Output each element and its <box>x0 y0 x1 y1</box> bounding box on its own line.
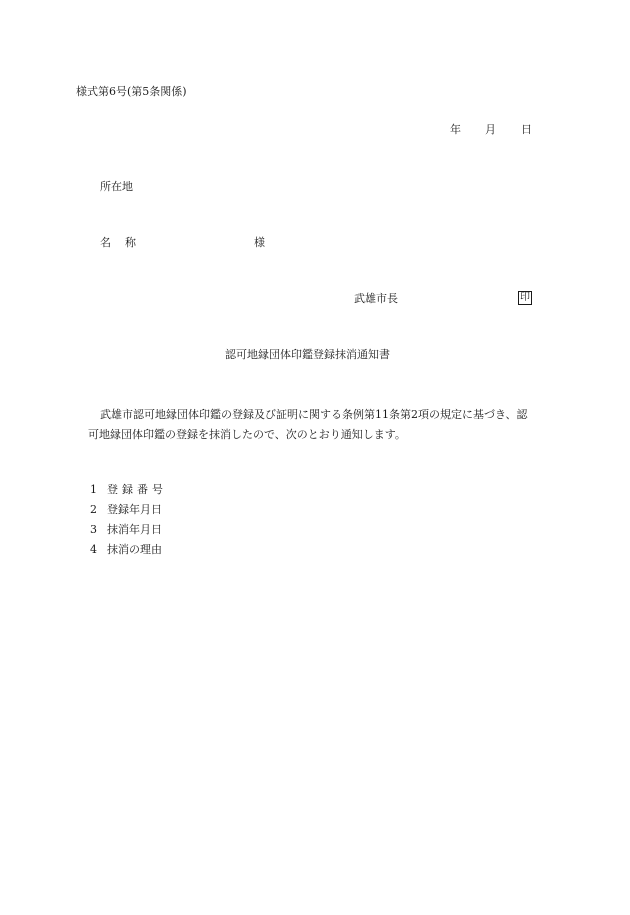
body-line-1: 武雄市認可地縁団体印鑑の登録及び証明に関する条例第11条第2項の規定に基づき、認 <box>100 408 528 421</box>
document-title: 認可地縁団体印鑑登録抹消通知書 <box>225 348 390 361</box>
name-honorific: 様 <box>254 236 265 249</box>
body-paragraph <box>88 405 538 445</box>
address-label: 所在地 <box>100 180 133 193</box>
item-number: 1 <box>90 483 97 496</box>
item-number: 2 <box>90 503 97 516</box>
item-number: 3 <box>90 523 97 536</box>
item-label: 抹消の理由 <box>107 543 162 556</box>
item-label: 抹消年月日 <box>107 523 162 536</box>
list-item <box>90 540 167 560</box>
date-day-label: 日 <box>521 123 532 136</box>
list-item <box>90 520 167 540</box>
item-label: 登録年月日 <box>107 503 162 516</box>
body-line-2: 可地縁団体印鑑の登録を抹消したので、次のとおり通知します。 <box>88 428 406 441</box>
list-item <box>90 480 167 500</box>
issuer-title: 武雄市長 <box>354 292 398 305</box>
date-month-label: 月 <box>485 123 496 136</box>
item-list <box>90 480 167 560</box>
date-year-label: 年 <box>450 123 461 136</box>
name-label <box>100 236 136 250</box>
name-label-char-1: 名 <box>100 236 111 249</box>
item-number: 4 <box>90 543 97 556</box>
seal-mark: 印 <box>520 292 530 303</box>
item-label: 登録番号 <box>107 483 167 496</box>
list-item <box>90 500 167 520</box>
form-number: 様式第6号(第5条関係) <box>76 85 187 98</box>
name-label-char-2: 称 <box>125 236 136 249</box>
